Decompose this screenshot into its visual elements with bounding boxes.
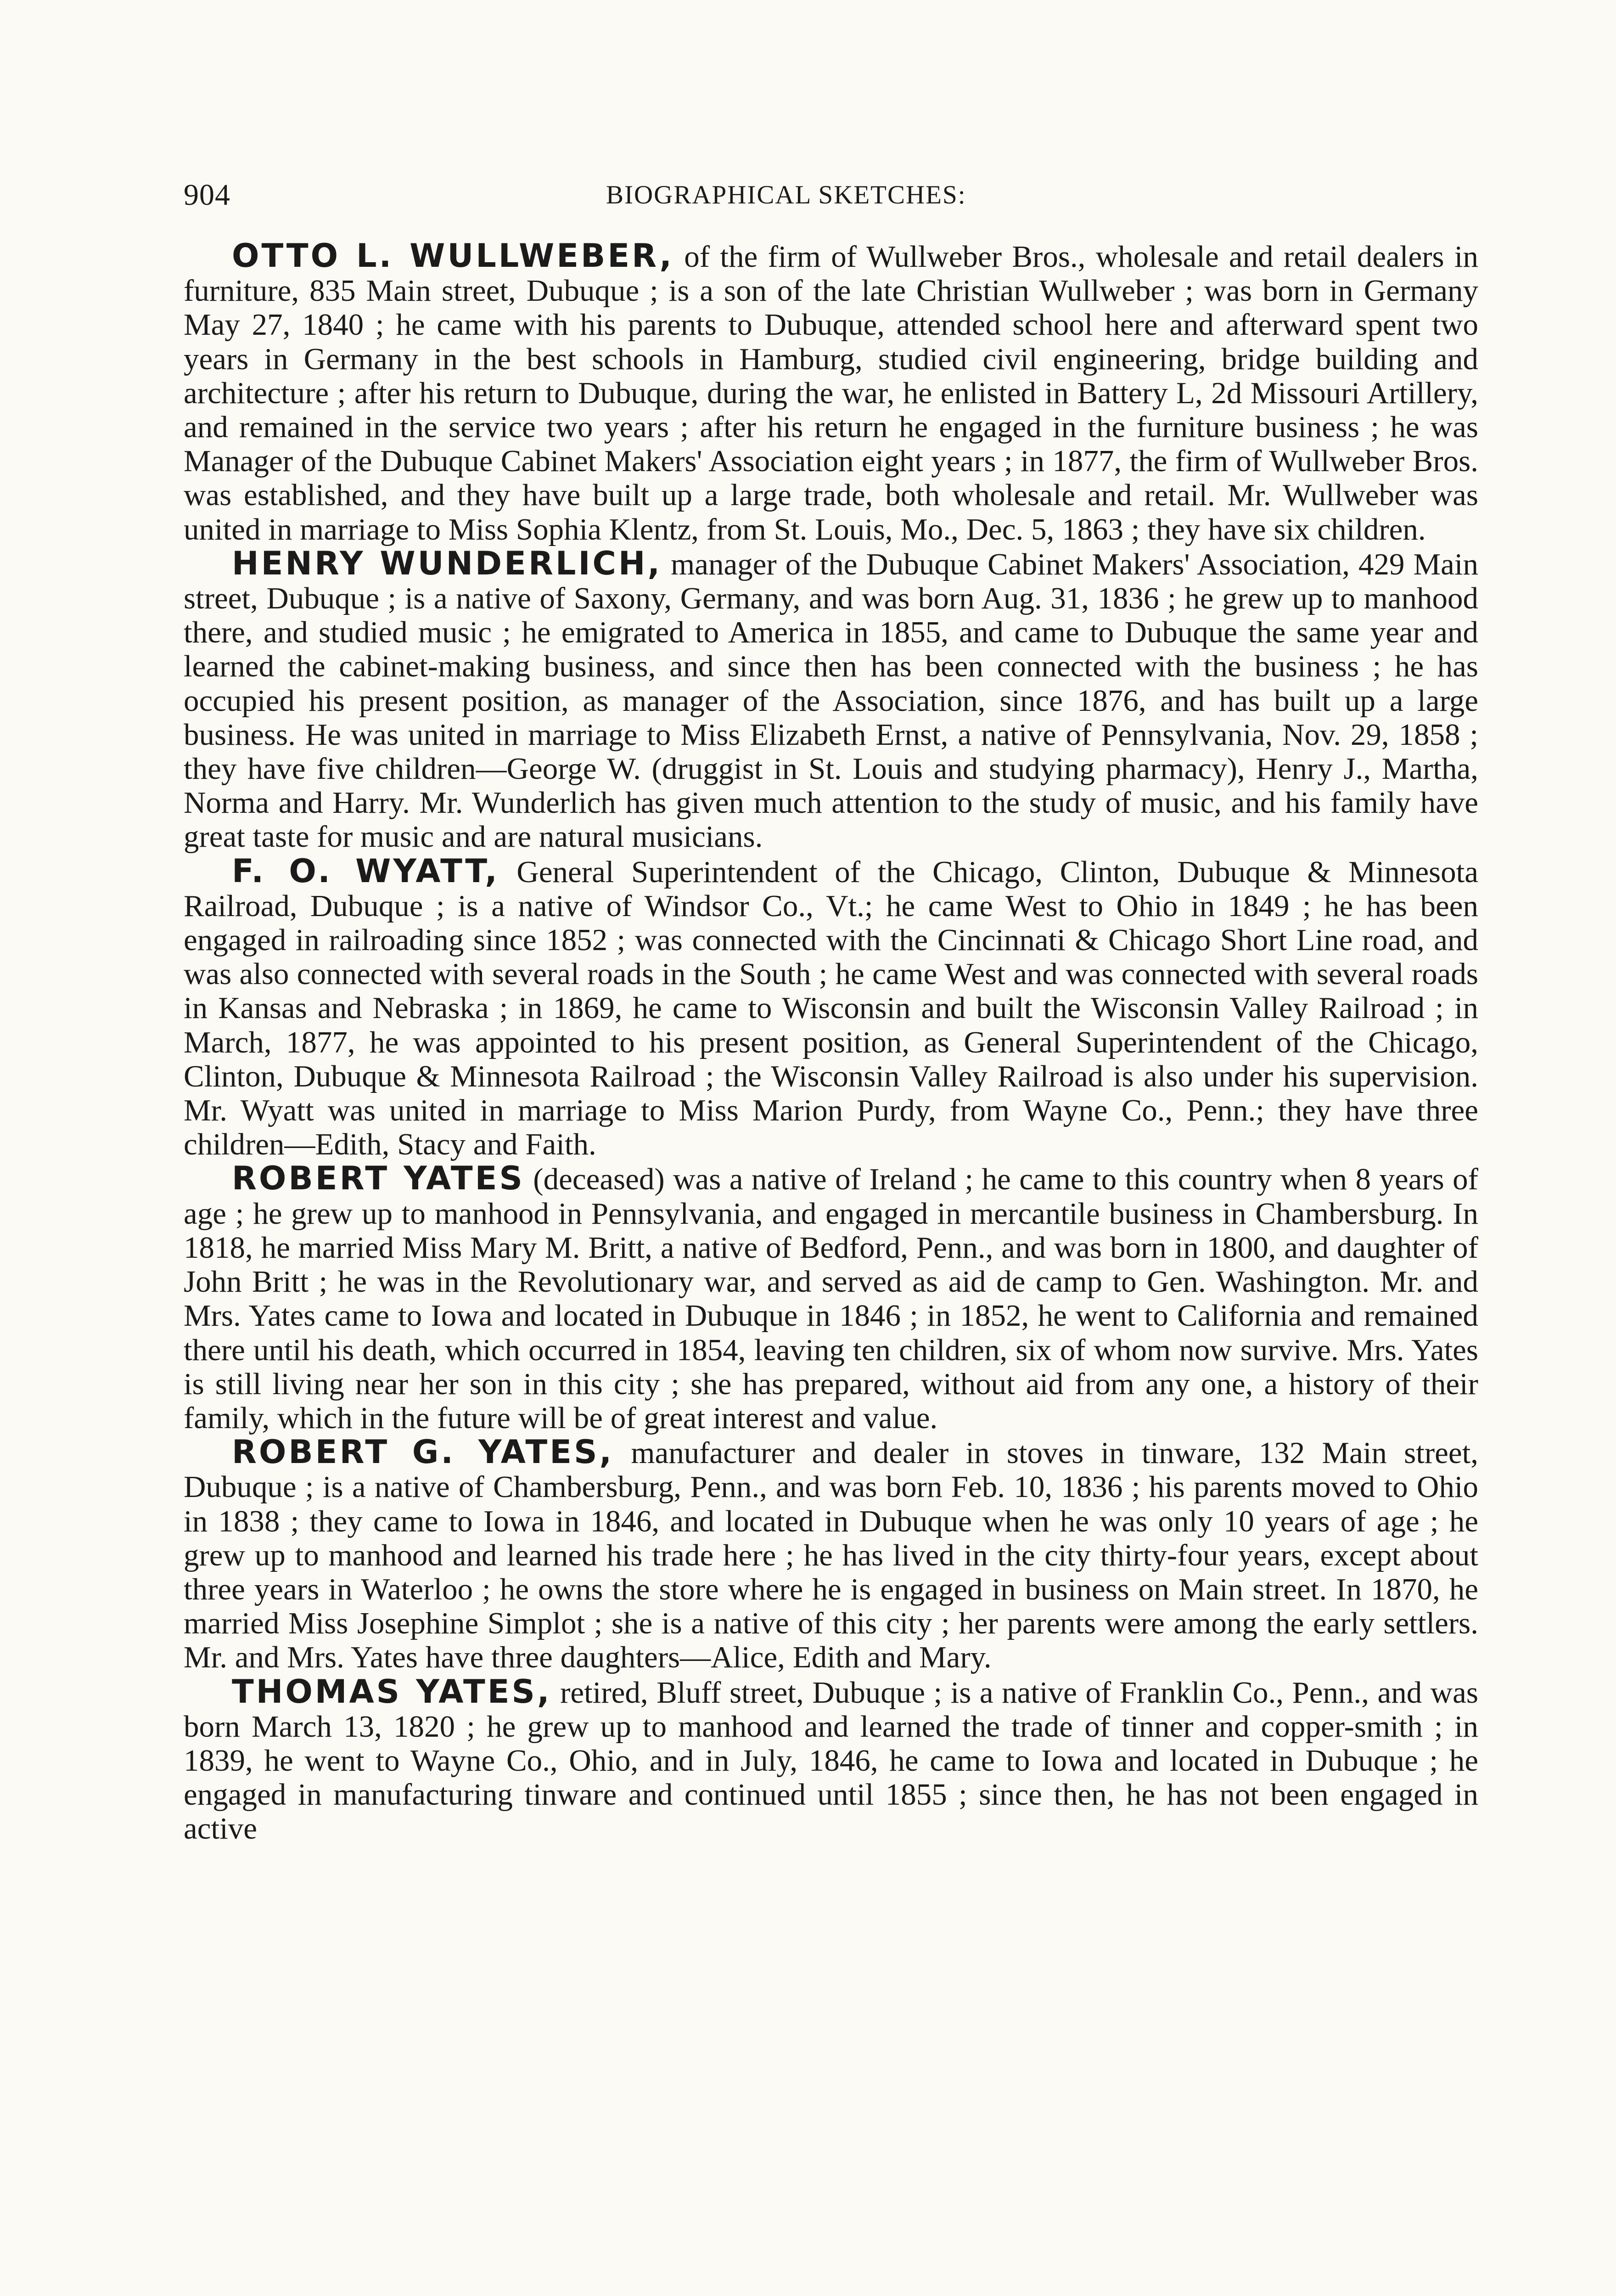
entry-thomas-yates: [184, 1672, 1478, 1846]
entry-text: of the firm of Wullweber Bros., wholesale and retail dealers in furniture, 835 Main street, Dubuque ; is a son of the late Christian Wullweber ; was born in Germany May 27, 1840 ; he came with his parents to Dubuque, attended school here and afterward spent two years in Germany in the best schools in Hamburg, studied civil engineering, bridge building and architecture ; after his return to Dubuque, during the war, he enlisted in Battery L, 2d Missouri Artillery, and remained in the service two years ; after his return he engaged in the furniture business ; he was Manager of the Dubuque Cabinet Makers' Association eight years ; in 1877, the firm of Wullweber Bros. was established, and they have built up a large trade, both wholesale and retail. Mr. Wullweber was united in marriage to Miss Sophia Klentz, from St. Louis, Mo., Dec. 5, 1863 ; they have six children.: [184, 240, 1479, 546]
entry-name: HENRY WUNDERLICH,: [232, 544, 662, 582]
entry-text: (deceased) was a native of Ireland ; he came to this country when 8 years of age ; he grew up to manhood in Pennsylvania, and engaged in mercantile business in Chambersburg. In 1818, he married Miss Mary M. Britt, a native of Bedford, Penn., and was born in 1800, and daughter of John Britt ; he was in the Revolutionary war, and served as aid de camp to Gen. Washington. Mr. and Mrs. Yates came to Iowa and located in Dubuque in 1846 ; in 1852, he went to California and remained there until his death, which occurred in 1854, leaving ten children, six of whom now survive. Mrs. Yates is still living near her son in this city ; she has prepared, without aid from any one, a history of their family, which in the future will be of great interest and value.: [184, 1162, 1478, 1435]
page-number: 904: [184, 178, 230, 212]
entry-otto-wullweber: [184, 239, 1478, 546]
entry-henry-wunderlich: [184, 546, 1478, 854]
entry-name: ROBERT G. YATES,: [232, 1433, 614, 1471]
running-title: BIOGRAPHICAL SKETCHES:: [606, 180, 966, 209]
entry-text: manufacturer and dealer in stoves in tinware, 132 Main street, Dubuque ; is a native of Chambersburg, Penn., and was born Feb. 10, 1836 ; his parents moved to Ohio in 1838 ; they came to Iowa in 1846, and located in Dubuque when he was only 10 years of age ; he grew up to manhood and learned his trade here ; he has lived in the city thirty-four years, except about three years in Waterloo ; he owns the store where he is engaged in business on Main street. In 1870, he married Miss Josephine Simplot ; she is a native of this city ; her parents were among the early settlers. Mr. and Mrs. Yates have three daughters—Alice, Edith and Mary.: [184, 1436, 1478, 1675]
entry-name: ROBERT YATES: [232, 1159, 525, 1198]
entry-text: General Superintendent of the Chicago, Clinton, Dubuque & Minnesota Railroad, Dubuque ; is a native of Windsor Co., Vt.; he came West to Ohio in 1849 ; he has been engaged in railroading since 1852 ; was connected with the Cincinnati & Chicago Short Line road, and was also connected with several roads in the South ; he came West and was connected with several roads in Kansas and Nebraska ; in 1869, he came to Wisconsin and built the Wisconsin Valley Railroad ; in March, 1877, he was appointed to his present position, as General Superintendent of the Chicago, Clinton, Dubuque & Minnesota Railroad ; the Wisconsin Valley Railroad is also under his supervision. Mr. Wyatt was united in marriage to Miss Marion Purdy, from Wayne Co., Penn.; they have three children—Edith, Stacy and Faith.: [184, 855, 1478, 1162]
entry-name: OTTO L. WULLWEBER,: [232, 237, 674, 275]
entry-text: manager of the Dubuque Cabinet Makers' Association, 429 Main street, Dubuque ; is a native of Saxony, Germany, and was born Aug. 31, 1836 ; he grew up to manhood there, and studied music ; he emigrated to America in 1855, and came to Dubuque the same year and learned the cabinet-making business, and since then has been connected with the business ; he has occupied his present position, as manager of the Association, since 1876, and has built up a large business. He was united in marriage to Miss Elizabeth Ernst, a native of Pennsylvania, Nov. 29, 1858 ; they have five children—George W. (druggist in St. Louis and studying pharmacy), Henry J., Martha, Norma and Harry. Mr. Wunderlich has given much attention to the study of music, and his family have great taste for music and are natural musicians.: [184, 547, 1478, 854]
biographical-sketches: [184, 239, 1478, 1846]
entry-text: retired, Bluff street, Dubuque ; is a native of Franklin Co., Penn., and was born March 13, 1820 ; he grew up to manhood and learned the trade of tinner and copper-smith ; in 1839, he went to Wayne Co., Ohio, and in July, 1846, he came to Iowa and located in Dubuque ; he engaged in manufacturing tinware and continued until 1855 ; since then, he has not been engaged in active: [184, 1675, 1478, 1846]
entry-f-o-wyatt: [184, 854, 1478, 1162]
entry-name: F. O. WYATT,: [232, 852, 499, 890]
entry-name: THOMAS YATES,: [232, 1672, 552, 1711]
entry-robert-yates: [184, 1161, 1478, 1435]
entry-robert-g-yates: [184, 1435, 1478, 1674]
page-header: [184, 177, 1478, 218]
